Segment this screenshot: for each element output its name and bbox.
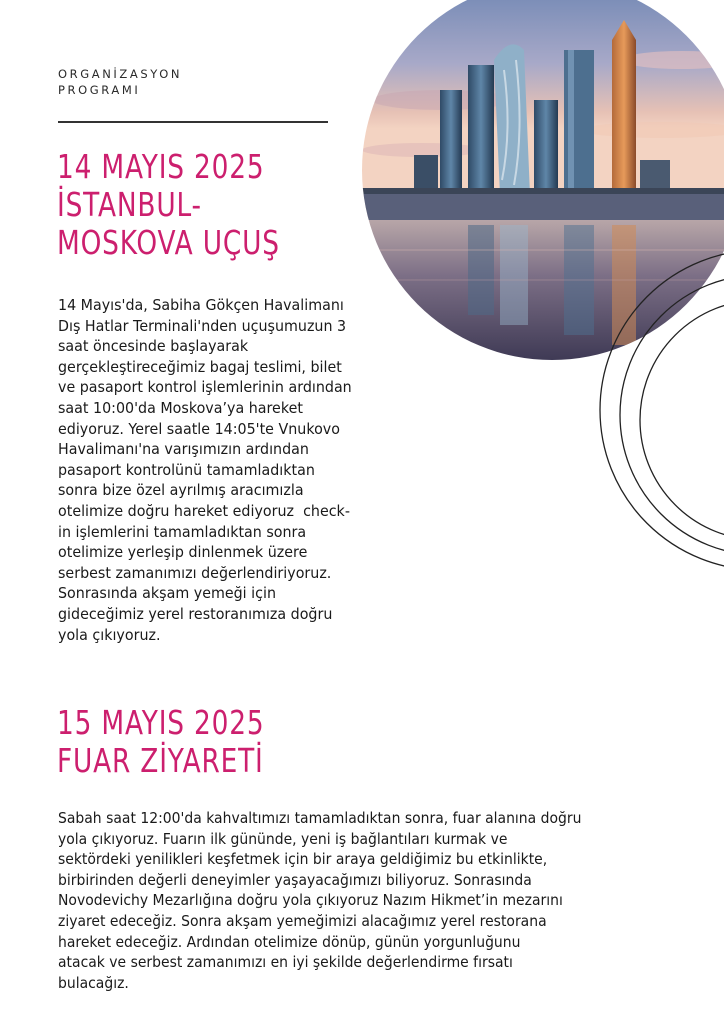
decorative-rings: [560, 240, 724, 640]
body-line: Sabah saat 12:00'da kahvaltımızı tamamladıktan sonra, fuar alanına doğru: [58, 809, 582, 827]
body-line: in işlemlerini tamamladıktan sonra: [58, 522, 307, 541]
body-line: ziyaret edeceğiz. Sonra akşam yemeğimizi alacağımız yerel restorana: [58, 911, 547, 930]
section-1-heading: [57, 148, 280, 262]
body-line: yola çıkıyoruz.: [58, 625, 161, 644]
body-line: birbirinden değerli deneyimler yaşayacağımızı biliyoruz. Sonrasında: [58, 870, 532, 889]
body-line: serbest zamanımızı değerlendiriyoruz.: [58, 563, 332, 582]
ring-middle: [620, 275, 724, 555]
body-line: ediyoruz. Yerel saatle 14:05'te Vnukovo: [58, 419, 340, 438]
section-1-heading-line: MOSKOVA UÇUŞ: [57, 223, 280, 262]
body-line: atacak ve serbest zamanımızı en iyi şekilde değerlendirme fırsatı: [58, 953, 513, 972]
body-line: saat öncesinde başlayarak: [58, 337, 249, 356]
body-line: sonra bize özel ayrılmış aracımızla: [58, 481, 304, 500]
program-label-line-2: PROGRAMI: [58, 83, 141, 97]
body-line: Sonrasında akşam yemeği için: [58, 584, 276, 603]
body-line: Novodevichy Mezarlığına doğru yola çıkıyoruz Nazım Hikmet’in mezarını: [58, 891, 563, 910]
section-2-heading-line: 15 MAYIS 2025: [57, 703, 265, 742]
body-line: hareket edeceğiz. Ardından otelimize dönüp, günün yorgunluğunu: [58, 932, 521, 951]
program-label: [58, 66, 182, 98]
body-line: sektördeki yenilikleri keşfetmek için bir araya geldiğimiz bu etkinlikte,: [58, 850, 548, 869]
body-line: yola çıkıyoruz. Fuarın ilk gününde, yeni iş bağlantıları kurmak ve: [58, 829, 508, 848]
header-divider: [58, 121, 328, 123]
program-label-line-1: ORGANİZASYON: [58, 67, 183, 81]
body-line: bulacağız.: [58, 973, 129, 992]
section-2-heading: [57, 704, 264, 780]
body-line: saat 10:00'da Moskova’ya hareket: [58, 398, 303, 417]
section-2-body: [58, 808, 581, 993]
section-1-heading-line: İSTANBUL-: [57, 185, 202, 224]
body-line: otelimize yerleşip dinlenmek üzere: [58, 543, 308, 562]
body-line: otelimize doğru hareket ediyoruz check-: [58, 501, 350, 520]
section-2-heading-line: FUAR ZİYARETİ: [57, 741, 264, 780]
body-line: gerçekleştireceğimiz bagaj teslimi, bilet: [58, 357, 342, 376]
body-line: Dış Hatlar Terminali'nden uçuşumuzun 3: [58, 316, 347, 335]
section-1-body: [58, 295, 352, 645]
body-line: 14 Mayıs'da, Sabiha Gökçen Havalimanı: [58, 296, 344, 314]
body-line: ve pasaport kontrol işlemlerinin ardından: [58, 378, 352, 397]
ring-outer: [600, 250, 724, 570]
body-line: gideceğimiz yerel restoranımıza doğru: [58, 604, 333, 623]
body-line: Havalimanı'na varışımızın ardından: [58, 440, 309, 459]
section-1-heading-line: 14 MAYIS 2025: [57, 147, 265, 186]
body-line: pasaport kontrolünü tamamladıktan: [58, 460, 315, 479]
